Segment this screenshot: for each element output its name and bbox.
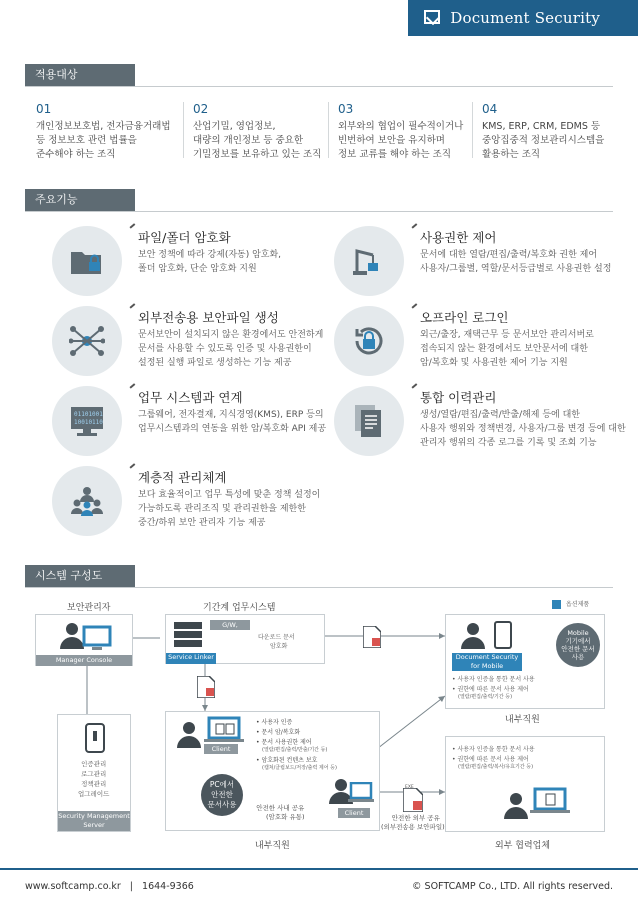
feature-description (138, 248, 338, 276)
laptop-icon (204, 716, 244, 744)
service-linker-label: Service Linker (166, 653, 216, 664)
feature-line: 접속되지 않는 환경에서도 보안문서에 대한 (420, 344, 588, 354)
ds-mobile-label (452, 653, 522, 671)
gw-edms-label: G/W, EDMS... (210, 620, 250, 630)
security-server-box (57, 714, 131, 832)
column-divider (183, 102, 184, 158)
feature-title: 계층적 관리체계 (138, 470, 227, 485)
internal-staff-label: 내부직원 (505, 715, 540, 725)
mobile-bullet-sub: (열람/편집/출력/기간 등) (458, 694, 513, 700)
crane-key-icon (334, 226, 404, 296)
feature-description (138, 488, 338, 530)
copyright: © SOFTCAMP Co., LTD. All rights reserved. (412, 881, 613, 892)
column-divider (328, 102, 329, 158)
pc-badge-line: 문서사용 (207, 800, 237, 809)
download-label-line: 다운로드 문서 (258, 634, 295, 641)
feature-description (138, 328, 338, 370)
target-item (193, 102, 333, 162)
feature-history-management (334, 386, 626, 458)
mobile-bullet: • 사용자 인증을 통한 문서 사용 (452, 676, 535, 683)
ds-mobile-line: Document Security (455, 653, 519, 661)
feature-line: 폴더 암호화, 단순 암호화 지원 (138, 264, 257, 274)
feature-title: 통합 이력관리 (420, 390, 497, 405)
svg-text:01101001: 01101001 (74, 411, 103, 418)
share-in-line: (암호화 유통) (266, 813, 305, 821)
internal-staff-bottom-label: 내부직원 (255, 841, 290, 851)
target-line: 개인정보보호법, 전자금융거래법 (36, 121, 171, 132)
laptop-icon (348, 782, 374, 804)
system-diagram (25, 596, 613, 858)
feature-description (420, 248, 635, 276)
target-number: 03 (338, 102, 354, 116)
employee-icon (174, 720, 204, 748)
feature-title: 오프라인 로그인 (420, 310, 509, 325)
documents-stack-icon (334, 386, 404, 456)
footer-separator: | (129, 881, 133, 892)
feature-line: 관리자 행위의 각종 로그를 기록 및 조회 기능 (420, 438, 597, 448)
ds-mobile-line: for Mobile (470, 662, 504, 670)
target-line: 빈번하여 보안을 유지하며 (338, 135, 445, 146)
admin-console-icon (54, 621, 114, 653)
legend-label: 옵션제품 (566, 601, 590, 608)
feature-line: 생성/열람/편집/출력/반출/해제 등에 대한 (420, 410, 580, 420)
feature-line: 보다 효율적이고 업무 특성에 맞춘 정책 설정이 (138, 490, 321, 500)
mobile-box (445, 614, 605, 709)
feature-line: 보안 정책에 따라 강제(자동) 암호화, (138, 250, 282, 260)
partner-bullet-sub: (열람/편집/출력/복사/유효기간 등) (458, 764, 534, 770)
target-item (338, 102, 478, 162)
section-divider (25, 86, 613, 87)
feature-offline-login (334, 306, 604, 378)
mobile-bullet: • 권한에 따른 문서 사용 제어 (452, 686, 529, 693)
client-bullet: • 문서 사용권한 제어 (256, 739, 312, 746)
feature-line: 사용자/그룹별, 역할/문서등급별로 사용권한 설정 (420, 264, 612, 274)
feature-description (420, 408, 638, 450)
partner-box (445, 736, 605, 832)
feature-line: 그룹웨어, 전자결재, 지식경영(KMS), ERP 등의 (138, 410, 324, 420)
pc-badge-line: PC에서 (209, 780, 235, 789)
svg-text:10010110: 10010110 (74, 419, 103, 426)
partner-user-icon (501, 791, 531, 819)
share-out-line: 안전한 외부 공유 (391, 814, 440, 822)
client-bullet: • 암호화된 컨텐츠 보호 (256, 757, 318, 764)
client-bullet-sub: (캡쳐/클립보드/저장/출력 제어 등) (262, 765, 337, 771)
feature-line: 사용자 행위와 정책변경, 사용자/그룹 변경 등에 대한 (420, 424, 626, 434)
target-line: 활용하는 조직 (482, 149, 541, 160)
server-function-item: 로그관리 (81, 770, 107, 778)
encrypted-document-icon (197, 676, 215, 698)
pc-badge-line: 안전한 (211, 790, 233, 799)
target-line: KMS, ERP, CRM, EDMS 등 (482, 121, 601, 132)
feature-line: 문서보안이 설치되지 않은 환경에서도 안전하게 (138, 330, 324, 340)
target-line: 중앙집중적 정보관리시스템을 (482, 135, 605, 146)
target-number: 01 (36, 102, 52, 116)
column-divider (472, 102, 473, 158)
folder-lock-icon (52, 226, 122, 296)
feature-line: 업무시스템과의 연동을 위한 암/복호화 API 제공 (138, 424, 327, 434)
client-bullet: • 문서 암/복호화 (256, 729, 301, 736)
target-line: 산업기밀, 영업정보, (193, 121, 276, 132)
partner-bullet: • 권한에 따른 문서 사용 제어 (452, 756, 529, 763)
target-line: 외부와의 협업이 필수적이거나 (338, 121, 464, 132)
target-line: 정보 교류를 해야 하는 조직 (338, 149, 452, 160)
feature-line: 외근/출장, 재택근무 등 문서보안 관리서버로 (420, 330, 594, 340)
feature-title: 파일/폴더 암호화 (138, 230, 231, 245)
feature-line: 설정된 실행 파일로 생성하는 기능 제공 (138, 358, 292, 368)
smartphone-icon (494, 621, 512, 649)
partner-bottom-label: 외부 협력업체 (495, 841, 551, 851)
partner-bullet: • 사용자 인증을 통한 문서 사용 (452, 746, 535, 753)
feature-line: 문서에 대한 열람/편집/출력/복호화 권한 제어 (420, 250, 598, 260)
server-rack-icon (174, 621, 202, 649)
security-server-label (58, 811, 130, 831)
feature-line: 중간/하위 보안 관리자 기능 제공 (138, 518, 266, 528)
mobile-badge-line: 기기에서 (565, 637, 591, 645)
server-function-item: 업그레이드 (78, 790, 110, 798)
encrypted-document-icon (363, 626, 381, 648)
footer-divider (0, 868, 638, 870)
binary-monitor-icon (52, 386, 122, 456)
network-share-icon (52, 306, 122, 376)
admin-box (35, 614, 133, 666)
feature-access-control (334, 226, 612, 298)
download-encrypt-label (258, 633, 295, 651)
target-number: 04 (482, 102, 498, 116)
server-function-item: 정책관리 (81, 780, 107, 788)
phone-number: 1644-9366 (142, 881, 194, 892)
footer-contact (25, 881, 194, 892)
feature-description (138, 408, 353, 436)
share-out-line: (외부전송용 보안파일) (381, 823, 445, 831)
mobile-badge-line: 사용 (571, 653, 585, 661)
manager-console-label: Manager Console (36, 655, 132, 666)
target-line: 준수해야 하는 조직 (36, 149, 116, 160)
client-bullet: • 사용자 인증 (256, 719, 293, 726)
target-line: 등 정보보호 관련 법률을 (36, 135, 137, 146)
target-number: 02 (193, 102, 209, 116)
feature-secure-export (52, 306, 322, 378)
mobile-badge (556, 623, 600, 667)
admin-title: 보안관리자 (67, 603, 111, 613)
target-line: 기밀정보를 보유하고 있는 조직 (193, 149, 322, 160)
client-label: Client (338, 808, 370, 818)
brand-title: Document Security (450, 9, 600, 27)
target-line: 대량의 개인정보 등 중요한 (193, 135, 304, 146)
feature-title: 사용권한 제어 (420, 230, 497, 245)
section-divider (25, 587, 613, 588)
legacy-title: 기간계 업무시스템 (203, 603, 276, 613)
server-label-line: Security Management (58, 812, 130, 820)
legend-swatch (552, 600, 561, 609)
mobile-user-icon (458, 621, 488, 649)
section-divider (25, 211, 613, 212)
envelope-logo-icon (424, 10, 440, 24)
client-label: Client (204, 744, 238, 754)
feature-file-encryption (52, 226, 322, 298)
download-label-line: 암호화 (270, 643, 288, 650)
section-title-features: 주요기능 (25, 189, 135, 211)
people-group-icon (52, 466, 122, 536)
target-item (482, 102, 622, 162)
server-function-item: 인증관리 (81, 760, 107, 768)
padlock-refresh-icon (334, 306, 404, 376)
server-label-line: Server (83, 821, 105, 829)
internal-client-box (165, 711, 380, 831)
feature-line: 문서를 사용할 수 있도록 인증 및 사용권한이 (138, 344, 312, 354)
feature-line: 가능하도록 관리조직 및 관리권한을 제한한 (138, 504, 306, 514)
share-in-line: 안전한 사내 공유 (256, 804, 305, 812)
header-bar (0, 0, 638, 36)
server-functions (78, 759, 109, 799)
feature-title: 업무 시스템과 연계 (138, 390, 243, 405)
laptop-icon (530, 787, 570, 815)
client-bullet-sub: (열람/편집/출력/반출/기간 등) (262, 747, 328, 753)
server-tower-icon (85, 723, 105, 753)
feature-title: 외부전송용 보안파일 생성 (138, 310, 279, 325)
feature-description (420, 328, 620, 370)
feature-hierarchical-management (52, 466, 322, 538)
pc-badge (201, 774, 243, 816)
section-title-targets: 적용대상 (25, 64, 135, 86)
section-title-system: 시스템 구성도 (25, 565, 135, 587)
feature-line: 암/복호화 및 사용권한 제어 기능 지원 (420, 358, 568, 368)
feature-system-integration (52, 386, 327, 458)
target-item (36, 102, 176, 162)
external-share-label (381, 814, 445, 832)
mobile-badge-line: Mobile (567, 629, 589, 637)
internal-share-label (256, 804, 305, 822)
footer (0, 874, 638, 903)
legacy-box (165, 614, 325, 664)
exe-tag: EXE (405, 785, 414, 790)
mobile-badge-line: 안전한 문서 (561, 645, 595, 653)
website-link[interactable]: www.softcamp.co.kr (25, 881, 121, 892)
